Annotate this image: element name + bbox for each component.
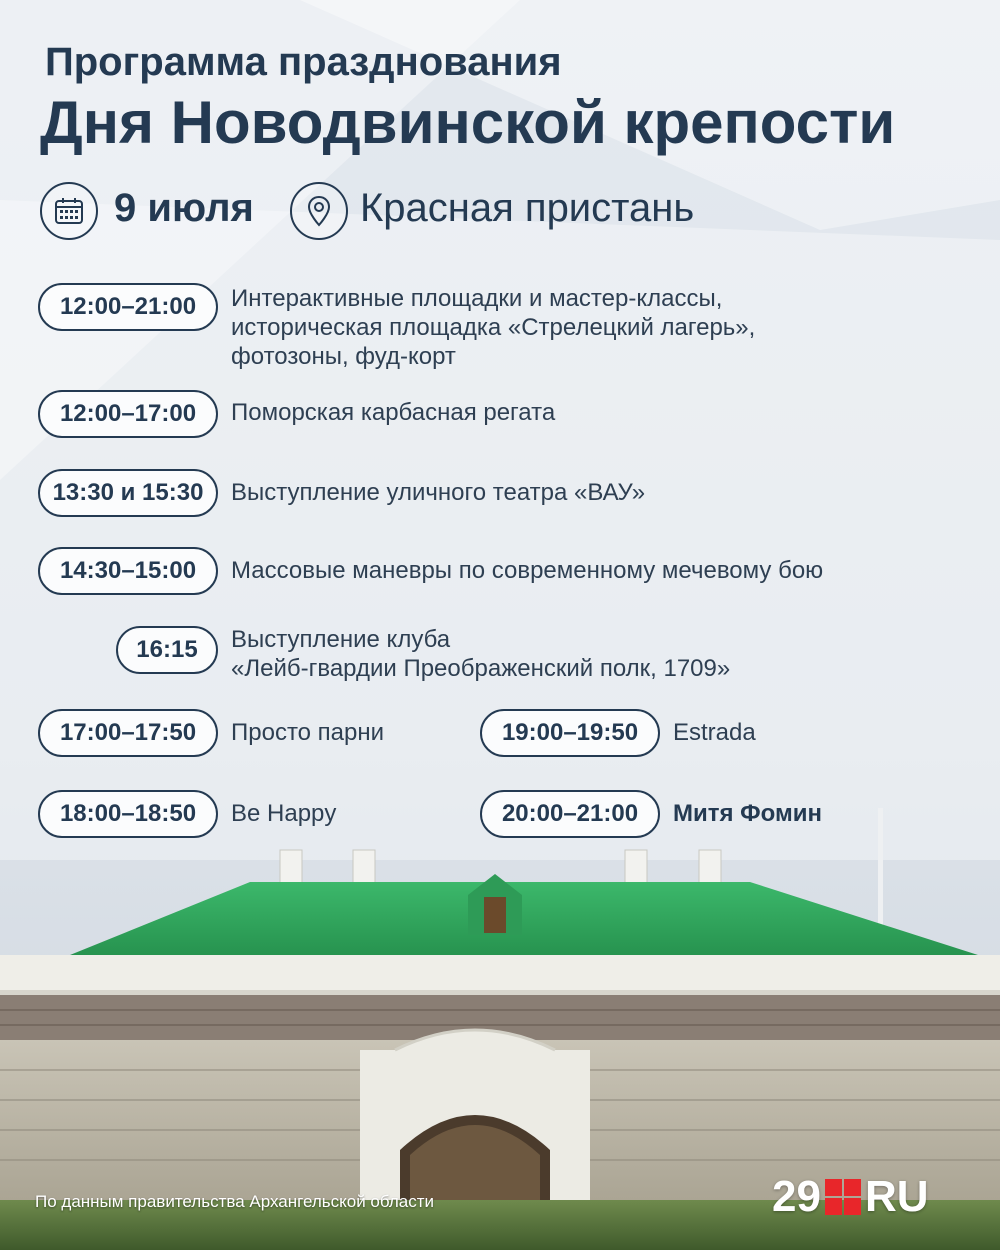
title-line-2: Дня Новодвинской крепости bbox=[40, 89, 896, 156]
schedule-event: Просто парни bbox=[231, 719, 385, 746]
calendar-icon bbox=[54, 197, 84, 225]
place-icon-circle bbox=[290, 182, 348, 240]
source-note: По данным правительства Архангельской области bbox=[35, 1192, 435, 1211]
time-badge: 18:00–18:50 bbox=[38, 790, 218, 838]
title-line-1: Программа празднования bbox=[45, 40, 562, 84]
schedule-event: Be Happy bbox=[231, 800, 337, 827]
event-line: Интерактивные площадки и мастер-классы, bbox=[231, 285, 723, 312]
logo-number: 29 bbox=[772, 1172, 821, 1221]
event-date: 9 июля bbox=[114, 186, 254, 230]
time-badge: 16:15 bbox=[116, 626, 218, 674]
event-line: историческая площадка «Стрелецкий лагерь», bbox=[231, 314, 756, 341]
logo-domain: RU bbox=[864, 1172, 929, 1221]
location-pin-icon bbox=[306, 195, 332, 227]
schedule-event bbox=[231, 284, 755, 371]
site-logo[interactable] bbox=[772, 1172, 929, 1222]
time-badge: 14:30–15:00 bbox=[38, 547, 218, 595]
time-badge: 13:30 и 15:30 bbox=[38, 469, 218, 517]
time-badge: 12:00–21:00 bbox=[38, 283, 218, 331]
time-badge: 17:00–17:50 bbox=[38, 709, 218, 757]
logo-squares-icon bbox=[825, 1179, 861, 1215]
time-badge: 12:00–17:00 bbox=[38, 390, 218, 438]
event-place: Красная пристань bbox=[360, 186, 695, 230]
schedule-event bbox=[231, 625, 730, 683]
schedule-event: Митя Фомин bbox=[673, 800, 823, 827]
schedule-event: Выступление уличного театра «ВАУ» bbox=[231, 479, 646, 506]
event-line: фотозоны, фуд-корт bbox=[231, 343, 456, 370]
time-badge: 19:00–19:50 bbox=[480, 709, 660, 757]
date-icon-circle bbox=[40, 182, 98, 240]
event-line: Выступление клуба bbox=[231, 626, 451, 653]
schedule-event: Поморская карбасная регата bbox=[231, 399, 556, 426]
time-badge: 20:00–21:00 bbox=[480, 790, 660, 838]
event-line: «Лейб-гвардии Преображенский полк, 1709» bbox=[231, 655, 731, 682]
schedule-event: Estrada bbox=[673, 719, 756, 746]
schedule-event: Массовые маневры по современному мечевому бою bbox=[231, 557, 824, 584]
